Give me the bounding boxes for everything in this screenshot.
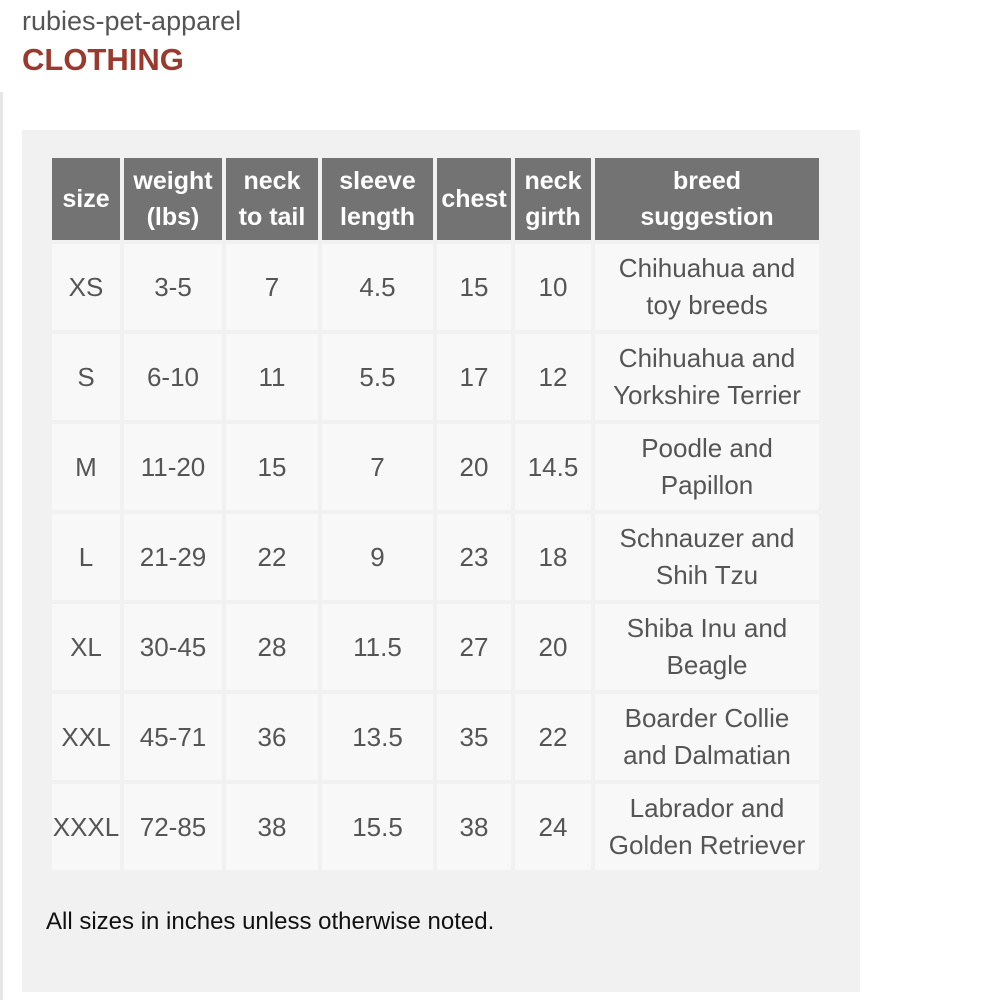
header-chest [437, 158, 511, 240]
breed-line: Labrador and [629, 793, 785, 823]
breed-line: Shih Tzu [655, 560, 759, 590]
header-sleeve-length [322, 158, 433, 240]
breed-line: Papillon [660, 470, 754, 500]
breed-line: and Dalmatian [623, 740, 791, 770]
cell-breed-suggestion [595, 334, 819, 420]
left-edge-divider [0, 92, 3, 1000]
cell-neck-to-tail: 15 [226, 424, 318, 510]
cell-breed-suggestion [595, 784, 819, 870]
header-weight [124, 158, 222, 240]
cell-sleeve-length: 9 [322, 514, 433, 600]
header-neck-to-tail [226, 158, 318, 240]
breed-line: Shiba Inu and [626, 613, 788, 643]
section-title: CLOTHING [22, 42, 184, 77]
cell-sleeve-length: 4.5 [322, 244, 433, 330]
table-row [52, 784, 819, 870]
cell-neck-girth: 18 [515, 514, 591, 600]
table-row [52, 244, 819, 330]
table-row [52, 694, 819, 780]
cell-sleeve-length: 13.5 [322, 694, 433, 780]
cell-breed-suggestion [595, 694, 819, 780]
header-neck-girth [515, 158, 591, 240]
cell-weight: 3-5 [124, 244, 222, 330]
breed-line: Chihuahua and [618, 343, 796, 373]
cell-chest: 38 [437, 784, 511, 870]
cell-neck-girth: 20 [515, 604, 591, 690]
cell-sleeve-length: 5.5 [322, 334, 433, 420]
cell-chest: 35 [437, 694, 511, 780]
cell-size: XS [52, 244, 120, 330]
cell-neck-to-tail: 38 [226, 784, 318, 870]
table-row [52, 334, 819, 420]
header-line: chest [441, 185, 507, 213]
cell-neck-to-tail: 22 [226, 514, 318, 600]
cell-weight: 11-20 [124, 424, 222, 510]
header-line: sleeve [339, 167, 416, 195]
cell-size: L [52, 514, 120, 600]
cell-breed-suggestion [595, 514, 819, 600]
size-chart-table [48, 154, 823, 874]
header-line: neck [524, 167, 582, 195]
header-line: length [340, 203, 415, 231]
cell-size: XXL [52, 694, 120, 780]
cell-size: M [52, 424, 120, 510]
cell-neck-girth: 24 [515, 784, 591, 870]
table-row [52, 424, 819, 510]
breed-line: Golden Retriever [608, 830, 806, 860]
header-line: suggestion [640, 203, 774, 231]
header-line: girth [525, 203, 581, 231]
cell-breed-suggestion [595, 244, 819, 330]
cell-neck-to-tail: 7 [226, 244, 318, 330]
breed-line: Poodle and [641, 433, 773, 463]
breed-line: Boarder Collie [624, 703, 790, 733]
cell-weight: 6-10 [124, 334, 222, 420]
cell-sleeve-length: 11.5 [322, 604, 433, 690]
header-line: breed [672, 167, 742, 195]
table-row [52, 514, 819, 600]
breed-line: toy breeds [646, 290, 768, 320]
header-breed-suggestion [595, 158, 819, 240]
cell-chest: 17 [437, 334, 511, 420]
cell-weight: 21-29 [124, 514, 222, 600]
cell-neck-to-tail: 28 [226, 604, 318, 690]
cell-neck-to-tail: 36 [226, 694, 318, 780]
header-size [52, 158, 120, 240]
cell-neck-girth: 10 [515, 244, 591, 330]
cell-neck-to-tail: 11 [226, 334, 318, 420]
breed-line: Chihuahua and [618, 253, 796, 283]
breed-line: Yorkshire Terrier [613, 380, 801, 410]
header-line: to tail [238, 203, 306, 231]
cell-sleeve-length: 15.5 [322, 784, 433, 870]
cell-size: XL [52, 604, 120, 690]
cell-weight: 72-85 [124, 784, 222, 870]
header-line: weight [133, 167, 213, 195]
breed-line: Schnauzer and [619, 523, 795, 553]
cell-chest: 15 [437, 244, 511, 330]
cell-size: XXXL [52, 784, 120, 870]
breed-line: Beagle [666, 650, 748, 680]
cell-neck-girth: 22 [515, 694, 591, 780]
cell-weight: 30-45 [124, 604, 222, 690]
cell-breed-suggestion [595, 424, 819, 510]
cell-sleeve-length: 7 [322, 424, 433, 510]
sizing-note: All sizes in inches unless otherwise noted. [46, 908, 495, 935]
cell-neck-girth: 12 [515, 334, 591, 420]
cell-size: S [52, 334, 120, 420]
table-row [52, 604, 819, 690]
header-line: size [62, 185, 110, 213]
brand-name: rubies-pet-apparel [22, 6, 242, 36]
header-line: neck [243, 167, 301, 195]
cell-breed-suggestion [595, 604, 819, 690]
size-chart-card [22, 130, 860, 992]
cell-weight: 45-71 [124, 694, 222, 780]
cell-chest: 20 [437, 424, 511, 510]
table-header-row [52, 158, 819, 240]
cell-neck-girth: 14.5 [515, 424, 591, 510]
cell-chest: 27 [437, 604, 511, 690]
cell-chest: 23 [437, 514, 511, 600]
header-line: (lbs) [146, 203, 200, 231]
